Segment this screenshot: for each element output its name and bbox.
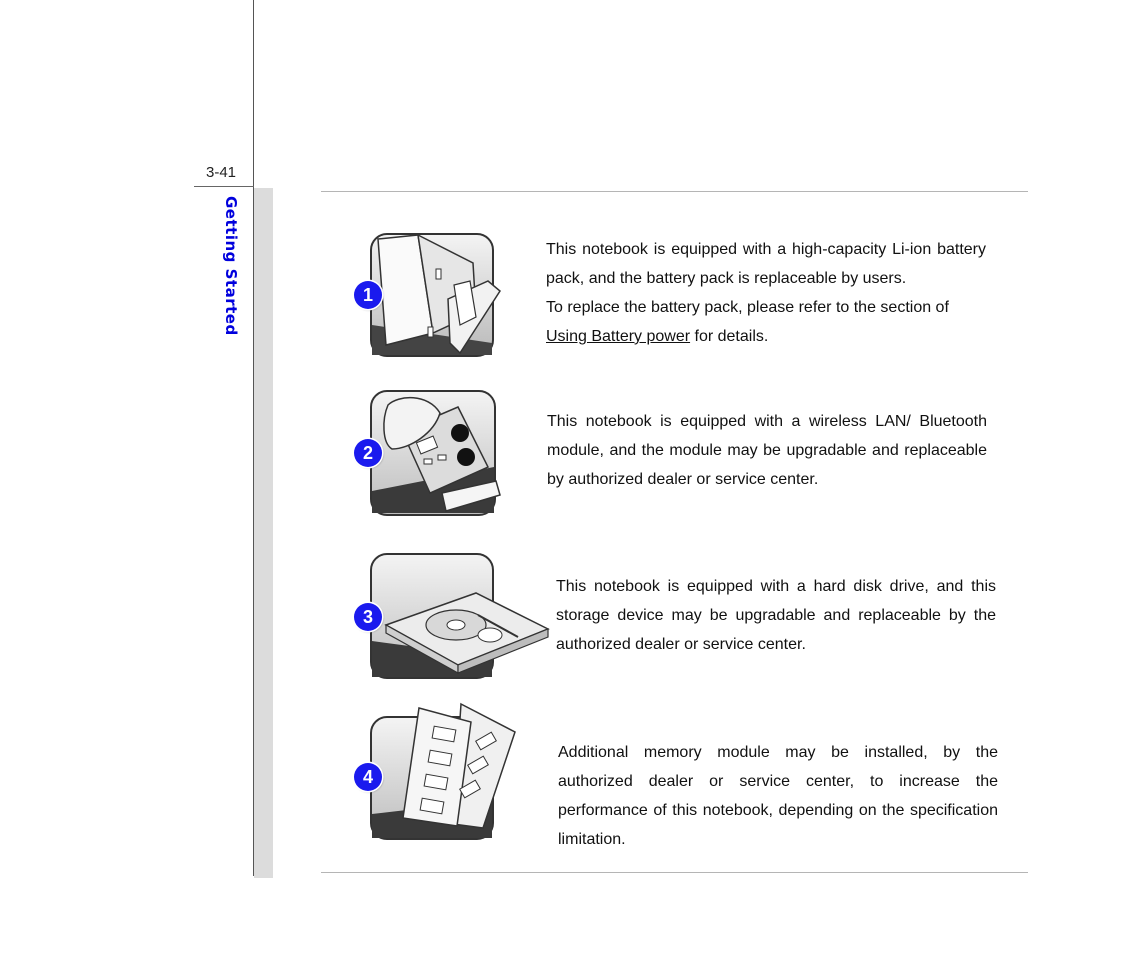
top-rule — [321, 191, 1028, 192]
battery-illustration-icon — [358, 225, 530, 369]
using-battery-power-link[interactable]: Using Battery power — [546, 328, 691, 345]
bottom-rule — [321, 872, 1028, 873]
memory-module-illustration-icon — [361, 696, 519, 852]
paragraph-line — [546, 322, 986, 351]
side-bar — [254, 188, 273, 878]
paragraph-wireless: This notebook is equipped with a wireless LAN/ Bluetooth module, and the module may be upgradable and replaceable by authorized dealer or service center. — [547, 413, 987, 488]
paragraph-line: To replace the battery pack, please refer to the section of — [546, 299, 949, 316]
badge-1: 1 — [354, 281, 382, 309]
paragraph-battery — [546, 235, 986, 351]
paragraph-line: This notebook is equipped with a high-capacity Li-ion battery pack, and the battery pack is replaceable by users. — [546, 241, 986, 287]
section-label: Getting Started — [222, 196, 240, 336]
hard-disk-illustration-icon — [358, 545, 550, 693]
page-number-rule — [194, 186, 254, 187]
badge-2: 2 — [354, 439, 382, 467]
badge-3: 3 — [354, 603, 382, 631]
paragraph-hard-disk: This notebook is equipped with a hard disk drive, and this storage device may be upgradable and replaceable by the authorized dealer or service center. — [556, 578, 996, 653]
badge-4: 4 — [354, 763, 382, 791]
page-number: 3-41 — [206, 164, 237, 181]
link-suffix: for details. — [690, 328, 769, 345]
paragraph-memory: Additional memory module may be installed, by the authorized dealer or service center, to increase the performance of this notebook, depending on the specification limitation. — [558, 744, 998, 848]
